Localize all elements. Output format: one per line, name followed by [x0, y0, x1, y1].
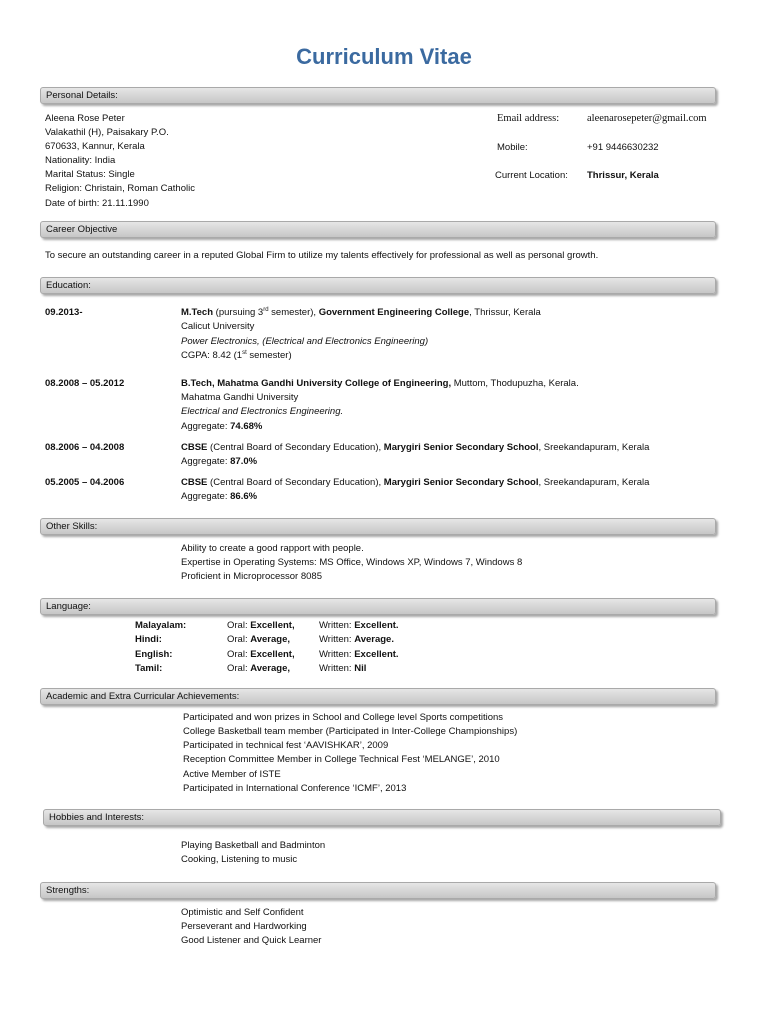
section-heading: Education: [46, 280, 91, 291]
university: Calicut University [181, 321, 255, 332]
marital-status: Marital Status: Single [45, 169, 135, 180]
section-heading: Hobbies and Interests: [49, 812, 145, 823]
aggregate-value: 87.0% [230, 456, 258, 467]
degree-note: (pursuing 3 [213, 307, 264, 318]
email-address: aleenarosepeter@gmail.com [587, 113, 707, 124]
cgpa-text: CGPA: 8.42 (1 [181, 350, 243, 361]
section-language [40, 598, 716, 615]
aggregate [181, 490, 257, 503]
education-entry-title [181, 441, 649, 454]
oral-label: Oral: [227, 620, 251, 631]
oral-proficiency [227, 648, 295, 661]
written-label: Written: [319, 620, 355, 631]
education-date: 09.2013- [45, 307, 83, 318]
institution-location: , Sreekandapuram, Kerala [538, 442, 650, 453]
section-achievements [40, 688, 716, 705]
oral-proficiency [227, 662, 290, 675]
degree: CBSE [181, 442, 208, 453]
section-personal-details [40, 87, 716, 104]
achievement-item: Active Member of ISTE [183, 769, 281, 780]
written-label: Written: [319, 634, 355, 645]
section-heading: Personal Details: [46, 90, 118, 101]
ordinal-suffix: st [242, 349, 247, 356]
aggregate-label: Aggregate: [181, 456, 231, 467]
language-name: Tamil: [135, 663, 163, 674]
institution: Government Engineering College [318, 307, 470, 318]
specialization: Power Electronics, (Electrical and Electronics Engineering) [181, 336, 429, 347]
section-education [40, 277, 716, 294]
aggregate-value: 74.68% [230, 421, 263, 432]
career-objective-text: To secure an outstanding career in a reputed Global Firm to utilize my talents effectively for professional as well as personal growth. [45, 250, 599, 261]
written-value: Nil [354, 663, 367, 674]
mobile-label: Mobile: [497, 142, 528, 153]
oral-label: Oral: [227, 663, 251, 674]
skill-item: Ability to create a good rapport with people. [181, 543, 364, 554]
section-heading: Language: [46, 601, 91, 612]
section-career-objective [40, 221, 716, 238]
hobby-item: Playing Basketball and Badminton [181, 840, 326, 851]
oral-proficiency [227, 619, 295, 632]
section-hobbies [43, 809, 721, 826]
written-proficiency [319, 662, 366, 675]
achievement-item: College Basketball team member (Participated in Inter-College Championships) [183, 726, 518, 737]
oral-proficiency [227, 633, 290, 646]
written-proficiency [319, 619, 399, 632]
degree-institution: B.Tech, Mahatma Gandhi University College of Engineering, [181, 378, 452, 389]
aggregate [181, 455, 257, 468]
achievement-item: Participated in technical fest ‘AAVISHKAR’, 2009 [183, 740, 389, 751]
oral-label: Oral: [227, 649, 251, 660]
written-label: Written: [319, 663, 355, 674]
location-label: Current Location: [495, 170, 568, 181]
strength-item: Optimistic and Self Confident [181, 907, 304, 918]
aggregate-label: Aggregate: [181, 421, 231, 432]
education-date: 05.2005 – 04.2006 [45, 477, 125, 488]
written-proficiency [319, 633, 394, 646]
written-proficiency [319, 648, 399, 661]
candidate-name: Aleena Rose Peter [45, 113, 125, 124]
language-name: Hindi: [135, 634, 162, 645]
oral-value: Average, [250, 634, 291, 645]
date-of-birth: Date of birth: 21.11.1990 [45, 198, 149, 209]
achievement-item: Participated in International Conference ‘ICMF’, 2013 [183, 783, 407, 794]
achievement-item: Participated and won prizes in School and College level Sports competitions [183, 712, 504, 723]
section-heading: Academic and Extra Curricular Achievements: [46, 691, 240, 702]
ordinal-suffix: rd [263, 306, 269, 313]
written-value: Excellent. [354, 649, 399, 660]
section-other-skills [40, 518, 716, 535]
skill-item: Expertise in Operating Systems: MS Office, Windows XP, Windows 7, Windows 8 [181, 557, 523, 568]
skill-item: Proficient in Microprocessor 8085 [181, 571, 322, 582]
institution: Marygiri Senior Secondary School [383, 442, 539, 453]
section-heading: Other Skills: [46, 521, 98, 532]
specialization: Electrical and Electronics Engineering. [181, 406, 344, 417]
section-heading: Career Objective [46, 224, 118, 235]
section-heading: Strengths: [46, 885, 90, 896]
institution-location: , Sreekandapuram, Kerala [538, 477, 650, 488]
page-title: Curriculum Vitae [296, 44, 472, 69]
education-entry-title [181, 476, 649, 489]
email-label: Email address: [497, 113, 560, 124]
cgpa [181, 349, 292, 362]
education-entry-title [181, 377, 579, 390]
university: Mahatma Gandhi University [181, 392, 299, 403]
degree-note: (Central Board of Secondary Education), [207, 442, 384, 453]
current-location: Thrissur, Kerala [587, 170, 659, 181]
address-line-2: 670633, Kannur, Kerala [45, 141, 145, 152]
hobby-item: Cooking, Listening to music [181, 854, 298, 865]
education-entry-title [181, 306, 541, 319]
aggregate-label: Aggregate: [181, 491, 231, 502]
degree: M.Tech [181, 307, 214, 318]
oral-label: Oral: [227, 634, 251, 645]
achievement-item: Reception Committee Member in College Technical Fest ‘MELANGE’, 2010 [183, 754, 500, 765]
strength-item: Perseverant and Hardworking [181, 921, 307, 932]
address-line-1: Valakathil (H), Paisakary P.O. [45, 127, 169, 138]
aggregate [181, 420, 262, 433]
written-value: Excellent. [354, 620, 399, 631]
language-name: Malayalam: [135, 620, 187, 631]
education-date: 08.2006 – 04.2008 [45, 442, 125, 453]
education-date: 08.2008 – 05.2012 [45, 378, 125, 389]
strength-item: Good Listener and Quick Learner [181, 935, 322, 946]
oral-value: Average, [250, 663, 291, 674]
written-label: Written: [319, 649, 355, 660]
degree: CBSE [181, 477, 208, 488]
degree-note: semester), [268, 307, 319, 318]
institution-location: Muttom, Thodupuzha, Kerala. [451, 378, 579, 389]
section-strengths [40, 882, 716, 899]
aggregate-value: 86.6% [230, 491, 258, 502]
written-value: Average. [354, 634, 394, 645]
oral-value: Excellent, [250, 620, 295, 631]
religion: Religion: Christain, Roman Catholic [45, 183, 195, 194]
cgpa-text: semester) [246, 350, 292, 361]
institution: Marygiri Senior Secondary School [383, 477, 539, 488]
mobile-number: +91 9446630232 [587, 142, 659, 153]
degree-note: (Central Board of Secondary Education), [207, 477, 384, 488]
institution-location: , Thrissur, Kerala [469, 307, 541, 318]
nationality: Nationality: India [45, 155, 116, 166]
language-name: English: [135, 649, 173, 660]
oral-value: Excellent, [250, 649, 295, 660]
